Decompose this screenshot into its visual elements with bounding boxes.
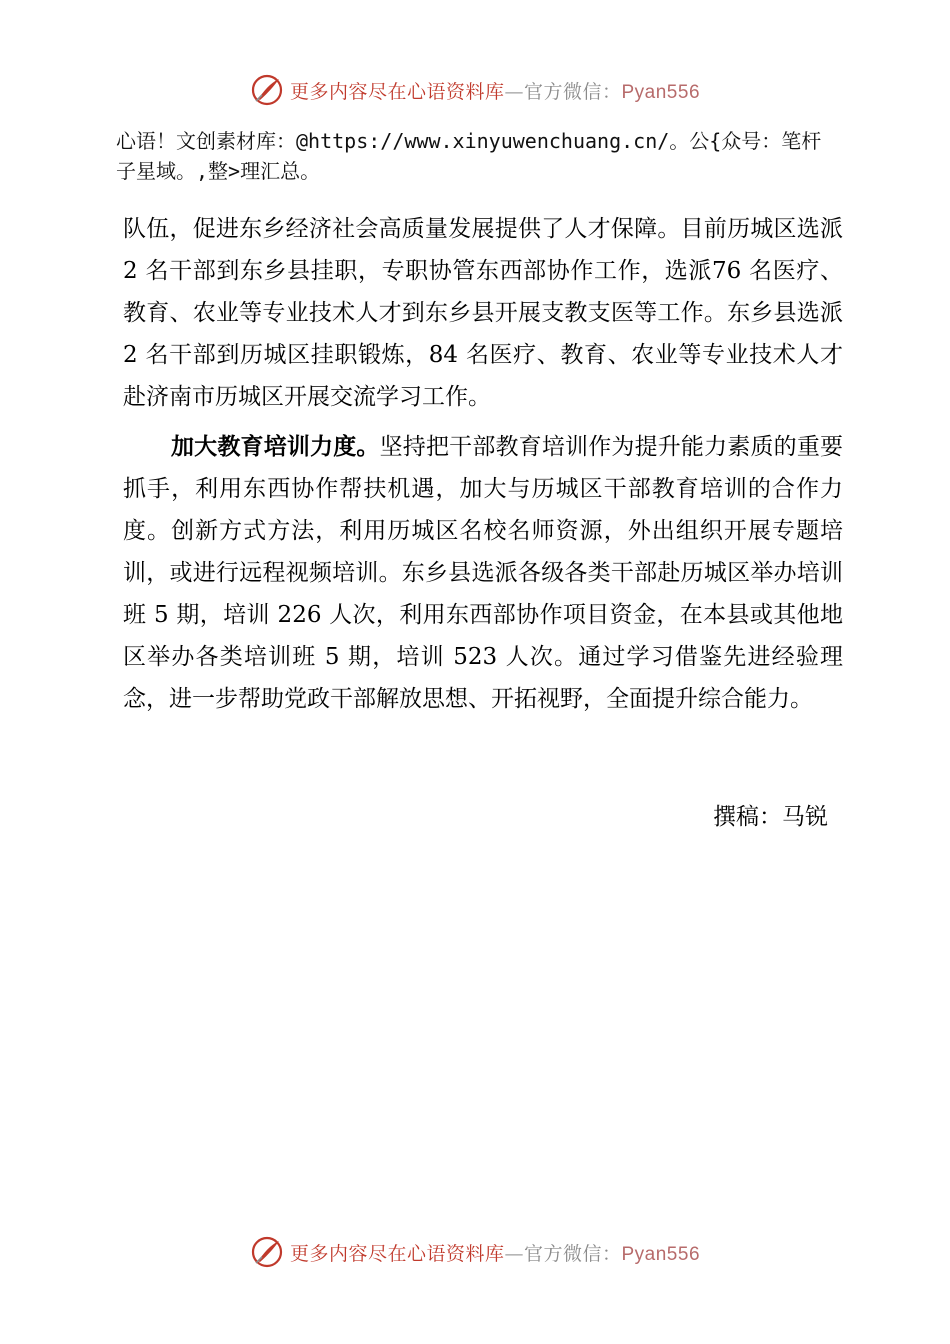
banner-text: 更多内容尽在心语资料库—官方微信：Pyan556 [289, 80, 701, 103]
source-note: 心语！文创素材库：@https://www.xinyuwenchuang.cn/。公{众号：笔杆子星域。,整>理汇总。 [116, 129, 822, 183]
body-paragraph-training [123, 426, 843, 720]
banner-text: 更多内容尽在心语资料库—官方微信：Pyan556 [289, 1242, 701, 1265]
paragraph-lead-heading: 加大教育培训力度。 [171, 434, 380, 460]
paragraph-body: 坚持把干部教育培训作为提升能力素质的重要抓手，利用东西协作帮扶机遇，加大与历城区干部教育培训的合作力度。创新方式方法，利用历城区名校名师资源，外出组织开展专题培训，或进行远程视频培训。东乡县选派各级各类干部赴历城区举办培训班 5 期，培训 226 人次，利用东西部协作项目资金，在本县或其他地区举办各类培训班 5 期，培训 523 人次。通过学习借鉴先进经验理念，进一步帮助党政干部解放思想、开拓视野，全面提升综合能力。 [123, 434, 844, 712]
header-banner [0, 70, 950, 110]
footer-banner [0, 1232, 950, 1272]
body-paragraph: 队伍，促进东乡经济社会高质量发展提供了人才保障。目前历城区选派 2 名干部到东乡县挂职，专职协管东西部协作工作，选派76 名医疗、教育、农业等专业技术人才到东乡县开展支教支医等工作。东乡县选派 2 名干部到历城区挂职锻炼，84 名医疗、教育、农业等专业技术人才赴济南市历城区开展交流学习工作。 [123, 216, 843, 410]
quill-logo-icon [250, 1235, 284, 1269]
quill-logo-icon [250, 73, 284, 107]
author-byline: 撰稿：马锐 [713, 804, 828, 830]
